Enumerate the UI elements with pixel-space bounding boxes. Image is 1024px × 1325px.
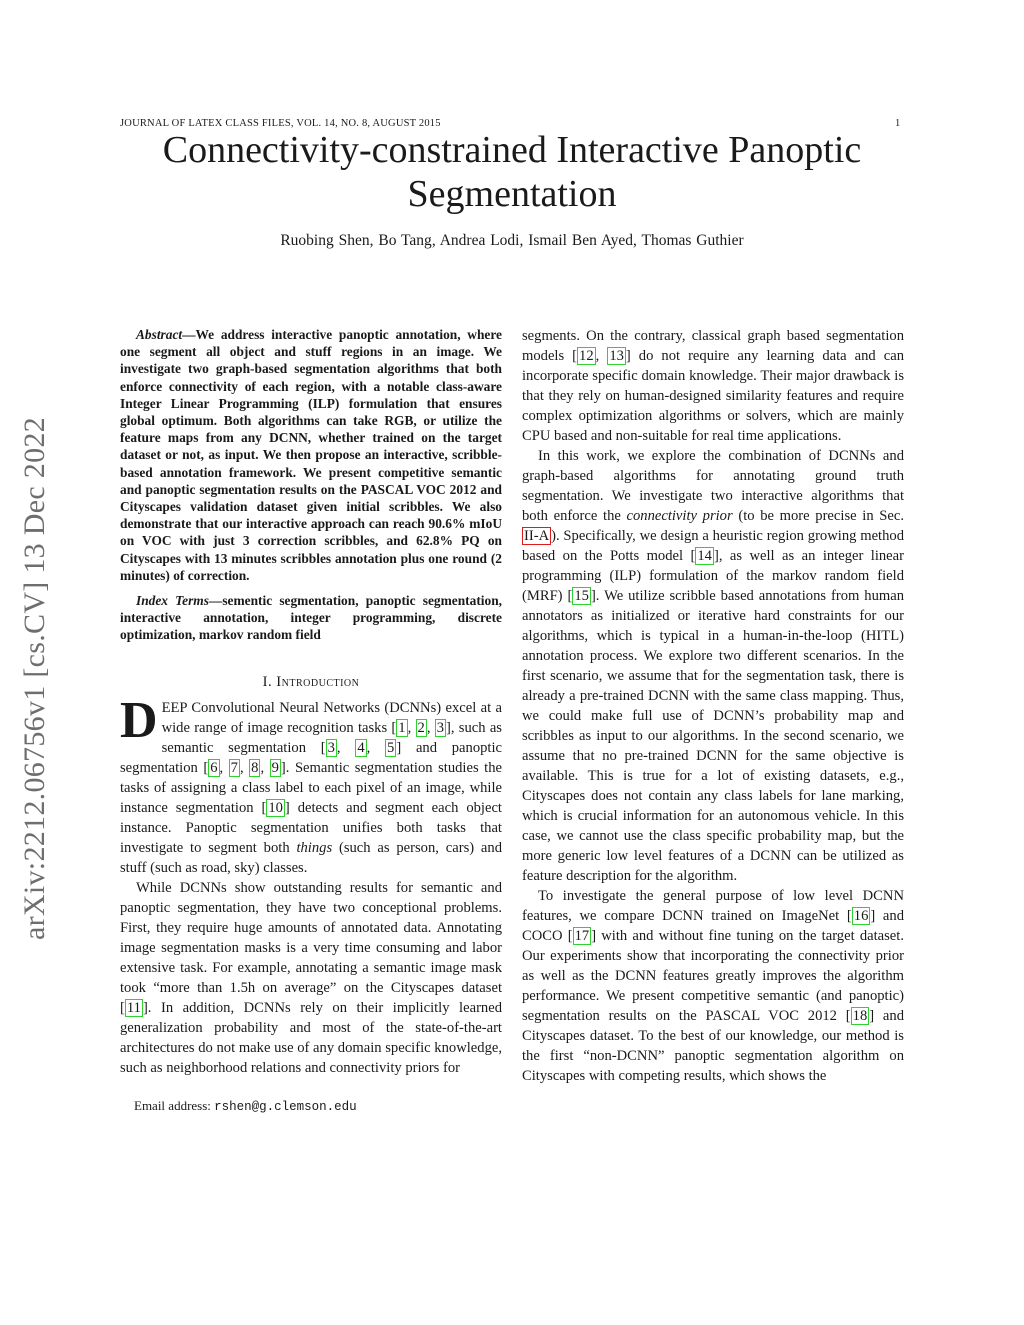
citation-link[interactable]: 3 — [436, 719, 445, 736]
citation-link[interactable]: 18 — [852, 1008, 868, 1024]
citation-link[interactable]: 16 — [853, 908, 869, 924]
citation-link[interactable]: 3 — [327, 739, 335, 756]
citation-link[interactable]: 14 — [697, 548, 712, 564]
intro-paragraph-5 — [522, 886, 904, 1086]
citation-link[interactable]: 9 — [271, 759, 279, 776]
footnote-label: Email address: — [134, 1097, 215, 1113]
text-run: To investigate the general purpose of low level DCNN features, we compare DCNN trained on ImageNet [ — [522, 888, 904, 924]
text-run: ] with and without fine tuning on the target dataset. Our experiments show that incorporating the connectivity prior as well as the DCNN features greatly improves the algorithm performance. We present competitive semantic (and panoptic) segmentation results on the PASCAL VOC 2012 [ — [522, 928, 904, 1024]
left-column — [120, 326, 502, 1117]
intro-paragraph-2 — [120, 878, 502, 1078]
text-run: ], as well as an integer linear programming (ILP) formulation of the markov random field (MRF) [ — [522, 548, 904, 604]
emphasis: things — [296, 839, 333, 856]
text-run: ]. Semantic segmentation studies the tasks of assigning a class label to each pixel of an image, while instance segmentation [ — [120, 759, 502, 816]
section-reference-link[interactable]: II-A — [524, 528, 550, 544]
emphasis: connectivity prior — [626, 508, 733, 524]
intro-paragraph-3: segments. On the contrary, classical graph based segmentation models [ 12 , 13 ] do not require any learning data and can incorporate specific domain knowledge. Their major drawback is that they rely on human-designed similarity features and require complex optimization algorithms or solvers, which are mainly CPU based and non-suitable for real time applications. — [522, 328, 904, 444]
abstract-label: Abstract — [136, 327, 183, 342]
author: , Ismail Ben Ayed — [519, 232, 633, 249]
email-link[interactable]: rshen@g.clemson.edu — [214, 1099, 357, 1114]
text-run: (to be more precise in Sec. — [732, 508, 904, 524]
text-run: EEP Convolutional Neural Networks (DCNNs) excel at a wide range of image recognition tasks [ — [161, 699, 502, 736]
text-run: ]. We utilize scribble based annotations from human annotators as initialized or iterative hard constraints for our algorithms, which is typical in a human-in-the-loop (HITL) annotation process. We explore two different scenarios. In the first scenario, we assume that for the segmentation task, there is already a pre-trained DCNN with the same class mapping. Thus, we could make full use of DCNN’s probability map and scribbles as input to our algorithms. In the second scenario, we assume that no pre-trained DCNN for the same objective is available. This is true for a lot of existing datasets, e.g., Cityscapes does not contain any class labels for lane marking, which is crucial information for an autonomous vehicle. In this case, we cannot use the class specific probability map, but the more generic low level features of a DCNN can be utilized as feature description for the algorithm. — [522, 588, 904, 884]
section-number: I. — [262, 673, 273, 690]
citation-link[interactable]: 5 — [387, 739, 395, 756]
text-run: ] and Cityscapes dataset. To the best of our knowledge, our method is the first “non-DCNN” panoptic segmentation algorithm on Cityscapes with competing results, which shows the — [522, 1008, 904, 1084]
text-run: ] detects and segment each object instance. Panoptic segmentation unifies both tasks that investigate to segment both — [120, 799, 502, 856]
citation-link[interactable]: 13 — [609, 348, 624, 364]
index-terms — [120, 592, 502, 644]
text-run: In this work, we explore the combination of DCNNs and graph-based algorithms for annotating ground truth segmentation. We investigate two interactive algorithms that both enforce the — [522, 448, 904, 524]
intro-paragraph-4 — [522, 446, 904, 886]
text-run: While DCNNs show outstanding results for semantic and panoptic segmentation, they have two conceptional problems. First, they require huge amounts of annotated data. Annotating image segmentation masks is a very time consuming and labor extensive task. For example, annotating a semantic image mask took “more than 1.5h on average” on the Cityscapes dataset [ — [120, 879, 502, 1016]
author: , Thomas Guthier — [633, 232, 744, 249]
intro-paragraph-1: DEEP Convolutional Neural Networks (DCNNs) excel at a wide range of image recognition tasks [ 1 , 2 , 3 ], such as semantic segmentation [ 3 , 4 , 5 ] and panoptic segmentation [ 6 , 7 , 8 , 9 ]. Semantic segmentation studies the tasks of assigning a class label to each pixel of an image, while instance segmentation [ 10 ] detects and segment each object instance. Panoptic segmentation unifies both tasks that investigate to segment both things (such as person, cars) and stuff (such as road, sky) classes. — [120, 691, 503, 876]
citation-link[interactable]: 12 — [579, 348, 594, 364]
paper-title: Connectivity-constrained Interactive Panoptic Segmentation — [162, 129, 862, 215]
arxiv-stamp: arXiv:2212.06756v1 [cs.CV] 13 Dec 2022 — [18, 417, 51, 940]
footnote — [120, 1096, 502, 1117]
citation-link[interactable]: 6 — [210, 759, 218, 776]
drop-cap: D — [120, 691, 158, 749]
index-terms-label: Index Terms — [136, 593, 209, 609]
citation-link[interactable]: 10 — [268, 799, 283, 816]
author-list — [100, 232, 924, 250]
abstract-text: —We address interactive panoptic annotation, where one segment all object and stuff regions in an image. We investigate two graph-based segmentation algorithms that both enforce connectivity of each region, with a notable class-aware Integer Linear Programming (ILP) formulation that ensures global optimum. Both algorithms can take RGB, or utilize the feature maps from any DCNN, whether trained on the target dataset or not, as input. We then propose an interactive, scribble-based annotation framework. We present competitive semantic and panoptic segmentation results on the PASCAL VOC 2012 and Cityscapes validation dataset given initial scribbles. We also demonstrate that our interactive approach can reach 90.6% mIoU on VOC with just 3 correction scribbles, and 62.8% PQ on Cityscapes with 13 minutes scribbles annotation plus one round (2 minutes) of correction. — [120, 327, 502, 583]
text-run: (such as person, cars) and stuff (such as road, sky) classes. — [120, 839, 502, 876]
text-run: segments. On the contrary, classical graph based segmentation models [ — [522, 328, 904, 364]
text-run: ). Specifically, we design a heuristic region growing method based on the Potts model [ — [522, 528, 904, 564]
citation-link[interactable]: 11 — [126, 999, 141, 1016]
index-terms-text: —sementic segmentation, panoptic segmentation, interactive annotation, integer programming, discrete optimization, markov random field — [120, 593, 502, 643]
author: , Andrea Lodi — [432, 232, 520, 249]
citation-link[interactable]: 15 — [574, 588, 589, 604]
right-column — [522, 326, 904, 1086]
citation-link[interactable]: 7 — [230, 759, 238, 776]
section-heading — [120, 672, 502, 692]
section-title: Introduction — [276, 673, 360, 690]
text-run: ] and COCO [ — [522, 908, 904, 944]
author: Ruobing Shen — [280, 232, 370, 249]
citation-link[interactable]: 1 — [398, 719, 406, 736]
running-head: JOURNAL OF LATEX CLASS FILES, VOL. 14, NO. 8, AUGUST 2015 — [120, 118, 441, 129]
text-run: ] and panoptic segmentation [ — [120, 739, 503, 776]
citation-link[interactable]: 4 — [357, 739, 365, 756]
citation-link[interactable]: 2 — [417, 719, 425, 736]
text-run: ]. In addition, DCNNs rely on their implicitly learned generalization probability and most of the state-of-the-art architectures do not make use of any domain specific knowledge, such as neighborhood relations and connectivity priors for — [120, 999, 502, 1076]
author: , Bo Tang — [370, 232, 432, 249]
citation-link[interactable]: 8 — [251, 759, 259, 776]
text-run: ] do not require any learning data and can incorporate specific domain knowledge. Their major drawback is that they rely on human-designed similarity features and require complex optimization algorithms or solvers, which are mainly CPU based and non-suitable for real time applications. — [522, 348, 904, 444]
page-number: 1 — [895, 118, 901, 129]
citation-link[interactable]: 17 — [574, 928, 590, 944]
abstract — [120, 326, 502, 584]
text-run: ], such as semantic segmentation [ — [161, 719, 502, 756]
